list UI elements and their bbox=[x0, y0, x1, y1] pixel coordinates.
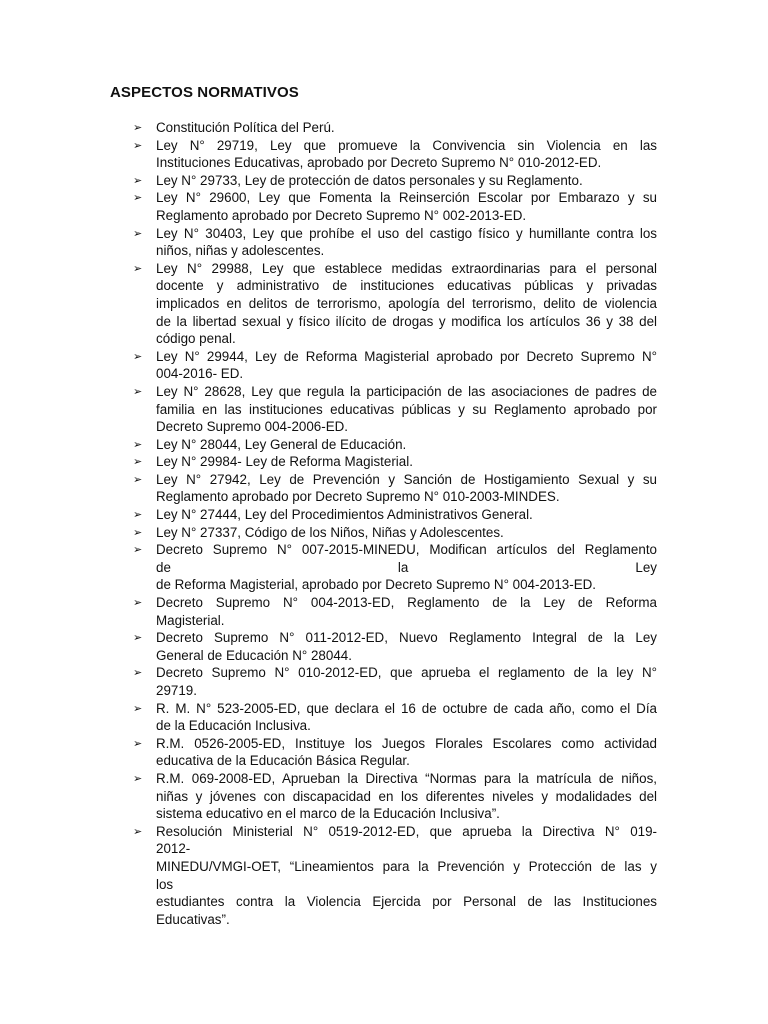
list-item-text bbox=[156, 225, 657, 260]
text-line: Decreto Supremo 004-2006-ED. bbox=[156, 419, 349, 435]
list-item-text bbox=[156, 383, 657, 436]
text-line: educativa de la Educación Básica Regular. bbox=[156, 753, 410, 769]
list-item-text bbox=[156, 629, 657, 664]
list-item bbox=[0, 506, 768, 524]
arrow-bullet-icon: ➢ bbox=[133, 508, 143, 522]
text-line: Ley N° 27444, Ley del Procedimientos Administrativos General. bbox=[156, 507, 533, 523]
list-item-text bbox=[156, 541, 657, 594]
text-line: Ley N° 30403, Ley que prohíbe el uso del castigo físico y humillante contra los bbox=[156, 225, 657, 241]
arrow-bullet-icon: ➢ bbox=[133, 226, 143, 240]
text-line: niñas y jóvenes con discapacidad en los diferentes niveles y modalidades del bbox=[156, 788, 657, 804]
text-line: estudiantes contra la Violencia Ejercida por Personal de las Instituciones bbox=[156, 894, 657, 910]
arrow-bullet-icon: ➢ bbox=[133, 472, 143, 486]
list-item bbox=[0, 524, 768, 542]
text-line: código penal. bbox=[156, 331, 236, 347]
list-item bbox=[0, 189, 768, 224]
list-item bbox=[0, 770, 768, 823]
text-line: Ley N° 29733, Ley de protección de datos personales y su Reglamento. bbox=[156, 172, 583, 188]
text-line: Reglamento aprobado por Decreto Supremo N° 010-2003-MINDES. bbox=[156, 489, 560, 505]
list-item bbox=[0, 471, 768, 506]
text-line: Constitución Política del Perú. bbox=[156, 120, 335, 135]
text-line: Resolución Ministerial N° 0519-2012-ED, que aprueba la Directiva N° 019- bbox=[156, 823, 657, 839]
text-line: sistema educativo en el marco de la Educación Inclusiva”. bbox=[156, 806, 500, 822]
list-item bbox=[0, 541, 768, 594]
list-item-text bbox=[156, 524, 657, 542]
list-item bbox=[0, 172, 768, 190]
text-line: MINEDU/VMGI-OET, “Lineamientos para la Prevención y Protección de las y bbox=[156, 858, 657, 874]
list-item-text bbox=[156, 172, 657, 190]
arrow-bullet-icon: ➢ bbox=[133, 191, 143, 205]
text-line: 004-2016- ED. bbox=[156, 366, 244, 382]
text-line: R.M. 069-2008-ED, Aprueban la Directiva “Normas para la matrícula de niños, bbox=[156, 770, 657, 786]
text-line: familia en las instituciones educativas públicas y su Reglamento aprobado por bbox=[156, 401, 657, 417]
list-item-text bbox=[156, 594, 657, 629]
arrow-bullet-icon: ➢ bbox=[133, 771, 143, 785]
text-line: Ley N° 29944, Ley de Reforma Magisterial aprobado por Decreto Supremo N° bbox=[156, 348, 657, 364]
list-item-text bbox=[156, 119, 657, 137]
list-item bbox=[0, 119, 768, 137]
list-item-text bbox=[156, 770, 657, 823]
arrow-bullet-icon: ➢ bbox=[133, 138, 143, 152]
list-item-text bbox=[156, 735, 657, 770]
list-item bbox=[0, 594, 768, 629]
list-item-text bbox=[156, 506, 657, 524]
text-line: de Reforma Magisterial, aprobado por Decreto Supremo N° 004-2013-ED. bbox=[156, 577, 597, 593]
list-item bbox=[0, 260, 768, 348]
list-item-text bbox=[156, 137, 657, 172]
text-line: niños, niñas y adolescentes. bbox=[156, 243, 325, 259]
text-line: de la Ley bbox=[156, 559, 657, 575]
arrow-bullet-icon: ➢ bbox=[133, 173, 143, 187]
text-line: Magisterial. bbox=[156, 612, 225, 628]
list-item bbox=[0, 348, 768, 383]
text-line: Decreto Supremo N° 011-2012-ED, Nuevo Reglamento Integral de la Ley bbox=[156, 630, 657, 646]
arrow-bullet-icon: ➢ bbox=[133, 666, 143, 680]
arrow-bullet-icon: ➢ bbox=[133, 525, 143, 539]
text-line: 2012- bbox=[156, 841, 191, 857]
text-line: docente y administrativo de instituciones educativas públicas y privadas bbox=[156, 278, 657, 294]
list-item-text bbox=[156, 453, 657, 471]
text-line: Ley N° 28044, Ley General de Educación. bbox=[156, 436, 407, 452]
list-item-text bbox=[156, 700, 657, 735]
text-line: los bbox=[156, 876, 174, 892]
list-item-text bbox=[156, 348, 657, 383]
arrow-bullet-icon: ➢ bbox=[133, 701, 143, 715]
list-item bbox=[0, 225, 768, 260]
norm-list bbox=[0, 119, 768, 928]
list-item bbox=[0, 629, 768, 664]
text-line: Ley N° 28628, Ley que regula la participación de las asociaciones de padres de bbox=[156, 383, 657, 399]
arrow-bullet-icon: ➢ bbox=[133, 543, 143, 557]
list-item-text bbox=[156, 436, 657, 454]
text-line: R.M. 0526-2005-ED, Instituye los Juegos Florales Escolares como actividad bbox=[156, 735, 657, 751]
text-line: Ley N° 29600, Ley que Fomenta la Reinserción Escolar por Embarazo y su bbox=[156, 190, 657, 206]
arrow-bullet-icon: ➢ bbox=[133, 437, 143, 451]
list-item-text bbox=[156, 189, 657, 224]
text-line: Reglamento aprobado por Decreto Supremo N° 002-2013-ED. bbox=[156, 207, 527, 223]
document-heading: ASPECTOS NORMATIVOS bbox=[110, 84, 299, 101]
text-line: de la Educación Inclusiva. bbox=[156, 718, 311, 734]
list-item bbox=[0, 137, 768, 172]
text-line: Ley N° 29984- Ley de Reforma Magisterial. bbox=[156, 454, 413, 470]
text-line: Ley N° 29719, Ley que promueve la Convivencia sin Violencia en las bbox=[156, 137, 657, 153]
text-line: R. M. N° 523-2005-ED, que declara el 16 de octubre de cada año, como el Día bbox=[156, 700, 657, 716]
arrow-bullet-icon: ➢ bbox=[133, 384, 143, 398]
text-line: Ley N° 29988, Ley que establece medidas extraordinarias para el personal bbox=[156, 260, 657, 276]
arrow-bullet-icon: ➢ bbox=[133, 824, 143, 838]
list-item bbox=[0, 664, 768, 699]
text-line: General de Educación N° 28044. bbox=[156, 647, 352, 663]
text-line: implicados en delitos de terrorismo, apología del terrorismo, delito de violencia bbox=[156, 295, 657, 311]
text-line: Decreto Supremo N° 010-2012-ED, que aprueba el reglamento de la ley N° bbox=[156, 665, 657, 681]
list-item bbox=[0, 436, 768, 454]
list-item bbox=[0, 383, 768, 436]
text-line: Educativas”. bbox=[156, 911, 230, 927]
list-item bbox=[0, 453, 768, 471]
arrow-bullet-icon: ➢ bbox=[133, 736, 143, 750]
arrow-bullet-icon: ➢ bbox=[133, 349, 143, 363]
list-item bbox=[0, 823, 768, 929]
list-item bbox=[0, 700, 768, 735]
text-line: Ley N° 27942, Ley de Prevención y Sanción de Hostigamiento Sexual y su bbox=[156, 471, 657, 487]
text-line: Decreto Supremo N° 007-2015-MINEDU, Modifican artículos del Reglamento bbox=[156, 542, 657, 558]
list-item-text bbox=[156, 823, 657, 929]
text-line: 29719. bbox=[156, 683, 197, 698]
list-item bbox=[0, 735, 768, 770]
list-item-text bbox=[156, 664, 657, 699]
arrow-bullet-icon: ➢ bbox=[133, 596, 143, 610]
text-line: Ley N° 27337, Código de los Niños, Niñas y Adolescentes. bbox=[156, 524, 504, 540]
arrow-bullet-icon: ➢ bbox=[133, 455, 143, 469]
text-line: Instituciones Educativas, aprobado por Decreto Supremo N° 010-2012-ED. bbox=[156, 155, 602, 171]
text-line: Decreto Supremo N° 004-2013-ED, Reglamento de la Ley de Reforma bbox=[156, 595, 657, 611]
arrow-bullet-icon: ➢ bbox=[133, 631, 143, 645]
arrow-bullet-icon: ➢ bbox=[133, 121, 143, 134]
text-line: de la libertad sexual y físico ilícito de drogas y modifica los artículos 36 y 38 del bbox=[156, 313, 657, 329]
list-item-text bbox=[156, 260, 657, 348]
arrow-bullet-icon: ➢ bbox=[133, 261, 143, 275]
list-item-text bbox=[156, 471, 657, 506]
